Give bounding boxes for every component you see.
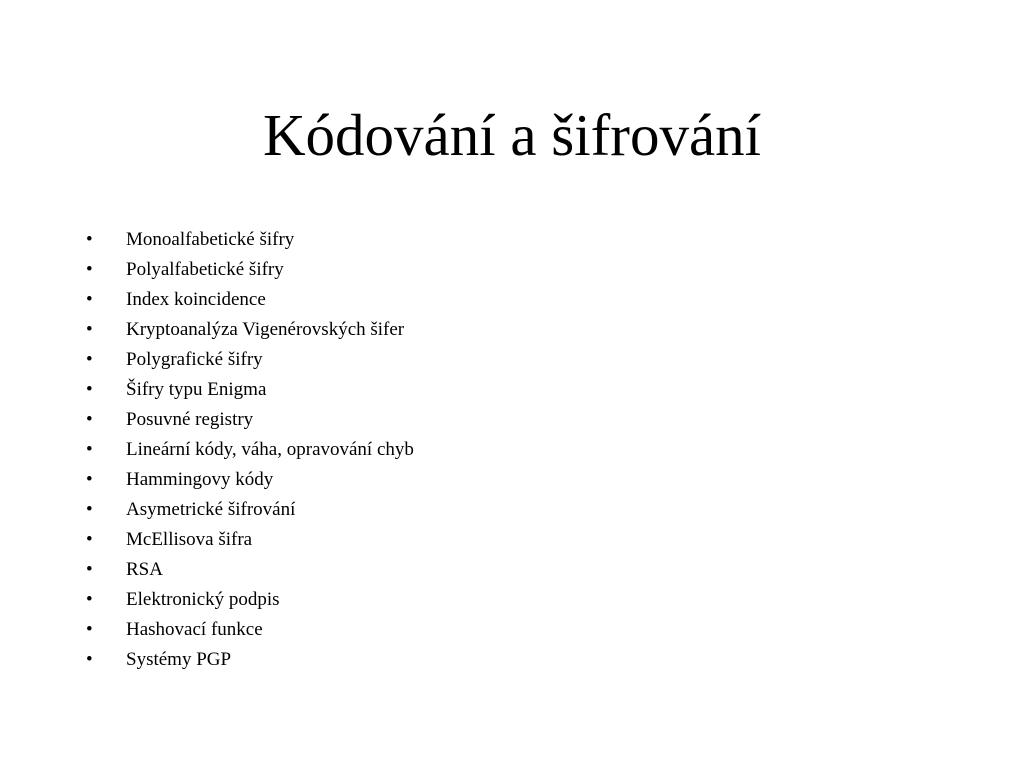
list-item-text: Asymetrické šifrování [126, 499, 296, 520]
list-item-text: Elektronický podpis [126, 589, 280, 610]
bullet-icon: • [86, 319, 93, 340]
list-item [86, 285, 414, 315]
list-item-text: Posuvné registry [126, 409, 254, 430]
list-item [86, 585, 414, 615]
bullet-icon: • [86, 379, 93, 400]
bullet-icon: • [86, 649, 93, 670]
list-item [86, 465, 414, 495]
bullet-icon: • [86, 349, 93, 370]
list-item-text: Monoalfabetické šifry [126, 229, 295, 250]
list-item-text: Polyalfabetické šifry [126, 259, 284, 280]
bullet-icon: • [86, 229, 93, 250]
list-item [86, 555, 414, 585]
bullet-list [86, 225, 414, 675]
slide-title: Kódování a šifrování [262, 102, 762, 168]
bullet-icon: • [86, 409, 93, 430]
bullet-icon: • [86, 469, 93, 490]
list-item-text: Lineární kódy, váha, opravování chyb [126, 439, 414, 460]
list-item-text: RSA [126, 559, 163, 580]
list-item [86, 495, 414, 525]
bullet-icon: • [86, 619, 93, 640]
list-item-text: Hashovací funkce [126, 619, 263, 640]
bullet-icon: • [86, 499, 93, 520]
list-item-text: Hammingovy kódy [126, 469, 274, 490]
list-item-text: Polygrafické šifry [126, 349, 263, 370]
bullet-icon: • [86, 529, 93, 550]
list-item-text: Systémy PGP [126, 649, 232, 670]
list-item [86, 525, 414, 555]
list-item [86, 435, 414, 465]
list-item-text: Index koincidence [126, 289, 266, 310]
bullet-icon: • [86, 259, 93, 280]
list-item [86, 225, 414, 255]
list-item [86, 255, 414, 285]
bullet-icon: • [86, 589, 93, 610]
list-item [86, 645, 414, 675]
bullet-icon: • [86, 439, 93, 460]
list-item-text: Šifry typu Enigma [126, 379, 267, 400]
list-item [86, 615, 414, 645]
list-item [86, 345, 414, 375]
list-item-text: McEllisova šifra [126, 529, 253, 550]
list-item [86, 315, 414, 345]
bullet-icon: • [86, 559, 93, 580]
list-item-text: Kryptoanalýza Vigenérovských šifer [126, 319, 405, 340]
list-item [86, 405, 414, 435]
list-item [86, 375, 414, 405]
bullet-icon: • [86, 289, 93, 310]
